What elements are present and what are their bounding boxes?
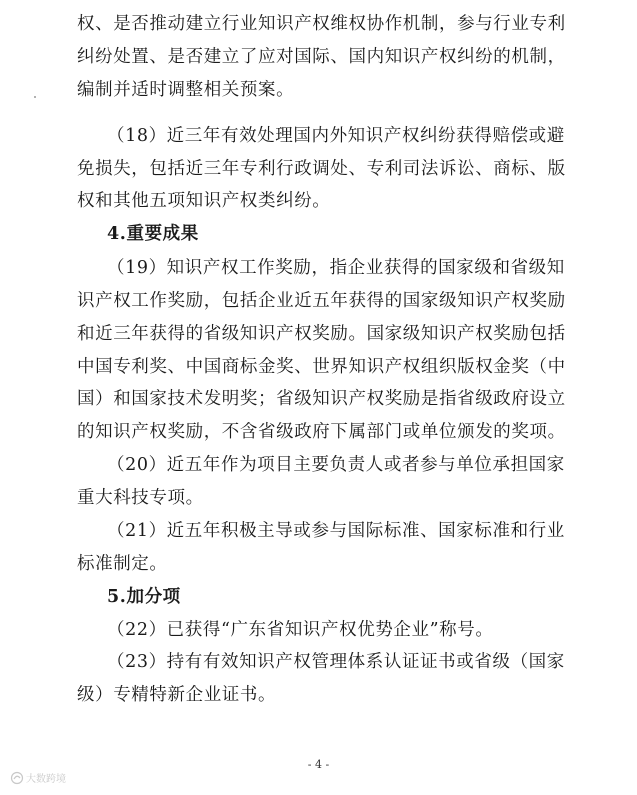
text-line: 中国专利奖、中国商标金奖、世界知识产权组织版权金奖（中 [77, 357, 566, 377]
section-heading-important-results: 4.重要成果 [107, 224, 199, 244]
text-line: 的知识产权奖励，不含省级政府下属部门或单位颁发的奖项。 [77, 422, 566, 442]
scan-speck [34, 96, 36, 98]
paragraph-20-start: （20）近五年作为项目主要负责人或者参与单位承担国家 [107, 455, 565, 475]
watermark [10, 770, 66, 785]
text-line: 编制并适时调整相关预案。 [77, 80, 295, 100]
text-line: 级）专精特新企业证书。 [77, 685, 277, 705]
text-line: 权、是否推动建立行业知识产权维权协作机制，参与行业专利 [77, 14, 566, 34]
watermark-text: 大数跨境 [26, 774, 66, 785]
page-number: - 4 - [307, 758, 330, 771]
section-heading-bonus-items: 5.加分项 [107, 587, 181, 607]
text-line: 识产权工作奖励，包括企业近五年获得的国家级知识产权奖励 [77, 291, 566, 311]
text-line: 国）和国家技术发明奖；省级知识产权奖励是指省级政府设立 [77, 389, 566, 409]
text-line: 免损失，包括近三年专利行政调处、专利司法诉讼、商标、版 [77, 159, 566, 179]
text-line: 和近三年获得的省级知识产权奖励。国家级知识产权奖励包括 [77, 324, 566, 344]
paragraph-21-start: （21）近五年积极主导或参与国际标准、国家标准和行业 [107, 521, 565, 541]
paragraph-23-start: （23）持有有效知识产权管理体系认证证书或省级（国家 [107, 652, 565, 672]
text-line: 权和其他五项知识产权类纠纷。 [77, 191, 331, 211]
text-line: 标准制定。 [77, 554, 168, 574]
paragraph-19-start: （19）知识产权工作奖励，指企业获得的国家级和省级知 [107, 258, 565, 278]
text-line: 重大科技专项。 [77, 488, 204, 508]
paragraph-22: （22）已获得“广东省知识产权优势企业”称号。 [107, 620, 494, 640]
swirl-logo-icon [10, 771, 24, 785]
text-line: 纠纷处置、是否建立了应对国际、国内知识产权纠纷的机制， [77, 47, 566, 67]
paragraph-18-start: （18）近三年有效处理国内外知识产权纠纷获得赔偿或避 [107, 126, 565, 146]
